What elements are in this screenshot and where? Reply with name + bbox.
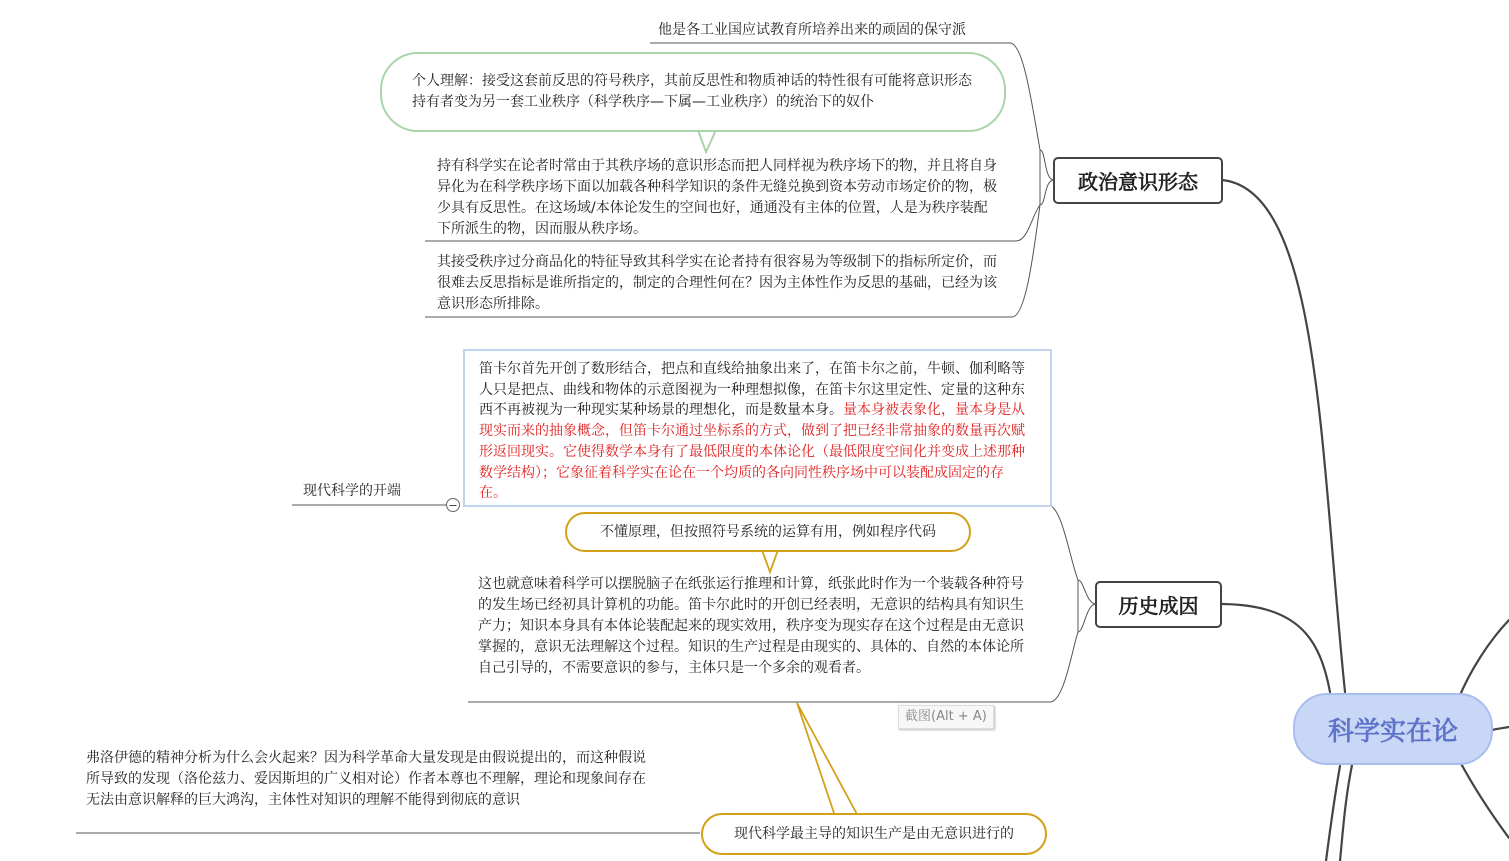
callout-pointer-green bbox=[698, 130, 716, 152]
link-political-bracket bbox=[1040, 150, 1054, 205]
note-computing: 这也就意味着科学可以摆脱脑子在纸张运行推理和计算，纸张此时作为一个装载各种符号的发生场已经初具计算机的功能。笛卡尔此时的开创已经表明，无意识的结构具有知识生产力；知识本身具有本体论装配起来的现实效用，秩序变为现实存在这个过程是由无意识掌握的，意识无法理解这个过程。知识的生产过程是由现实的、具体的、自然的本体论所自己引导的，不需要意识的参与，主体只是一个多余的观看者。 bbox=[478, 576, 1024, 676]
note-objectification: 持有科学实在论者时常由于其秩序场的意识形态而把人同样视为秩序场下的物，并且将自身异化为在科学秩序场下面以加载各种科学知识的条件无缝兑换到资本劳动市场定价的物，极少具有反思性。在这场域/本体论发生的空间也好，通通没有主体的位置，人是为秩序装配下所派生的物，因而服从秩序场。 bbox=[437, 158, 997, 237]
note-descartes-highlight: 量本身被表象化，量本身是从现实而来的抽象概念，但笛卡尔通过坐标系的方式，做到了把已经非常抽象的数量再次赋形返回现实。它使得数学本身有了最低限度的本体论化（最低限度空间化并变成上述那种数学结构）；它象征着科学实在论在一个均质的各向同性秩序场中可以装配成固定的存在。 bbox=[479, 402, 1025, 502]
link-central-history bbox=[1222, 604, 1330, 692]
note-descartes-text: 笛卡尔首先开创了数形结合，把点和直线给抽象出来了，在笛卡尔之前，牛顿、伽利略等人只是把点、曲线和物体的示意图视为一种理想拟像，在笛卡尔这里定性、定量的这种东西不再被视为一种现实某种场景的理想化，而是数量本身。 bbox=[479, 361, 1025, 419]
screenshot-tooltip: 截图(Alt + A) bbox=[898, 705, 994, 729]
callout-symbols-text: 不懂原理，但按照符号系统的运算有用，例如程序代码 bbox=[600, 523, 936, 540]
link-central-lower-2 bbox=[1326, 766, 1340, 861]
callout-pointer-gold-bottom bbox=[797, 703, 858, 816]
link-central-right-2 bbox=[1492, 727, 1509, 730]
callout-unconscious-text: 现代科学最主导的知识生产是由无意识进行的 bbox=[734, 825, 1014, 842]
topic-political-ideology[interactable]: 政治意识形态 bbox=[1053, 157, 1223, 204]
callout-pointer-gold-top bbox=[762, 550, 778, 572]
topic-historical-causes[interactable]: 历史成因 bbox=[1095, 581, 1222, 628]
note-freud: 弗洛伊德的精神分析为什么会火起来？因为科学革命大量发现是由假说提出的，而这种假说所导致的发现（洛伦兹力、爱因斯坦的广义相对论）作者本尊也不理解，理论和现象间存在无法由意识解释的巨大鸿沟，主体性对知识的理解不能得到彻底的意识 bbox=[86, 750, 646, 808]
link-central-right-1 bbox=[1458, 620, 1509, 700]
note-descartes bbox=[463, 349, 1052, 507]
link-history-bracket bbox=[1078, 580, 1096, 632]
link-central-lower-1 bbox=[1340, 765, 1352, 861]
callout-symbols bbox=[565, 512, 971, 552]
central-topic[interactable]: 科学实在论 bbox=[1293, 693, 1493, 765]
collapse-toggle[interactable]: − bbox=[446, 498, 460, 512]
label-modern-science-origin: 现代科学的开端 bbox=[303, 483, 401, 499]
callout-personal-understanding bbox=[380, 52, 1006, 132]
callout-unconscious bbox=[701, 813, 1047, 855]
note-commodification: 其接受秩序过分商品化的特征导致其科学实在论者持有很容易为等级制下的指标所定价，而很难去反思指标是谁所指定的，制定的合理性何在？因为主体性作为反思的基础，已经为该意识形态所排除。 bbox=[437, 254, 997, 312]
callout-personal-understanding-text: 个人理解：接受这套前反思的符号秩序，其前反思性和物质神话的特性很有可能将意识形态持有者变为另一套工业秩序（科学秩序—下属—工业秩序）的统治下的奴仆 bbox=[412, 73, 972, 110]
note-conservatives: 他是各工业国应试教育所培养出来的顽固的保守派 bbox=[658, 22, 966, 38]
link-central-right-3 bbox=[1458, 758, 1509, 838]
